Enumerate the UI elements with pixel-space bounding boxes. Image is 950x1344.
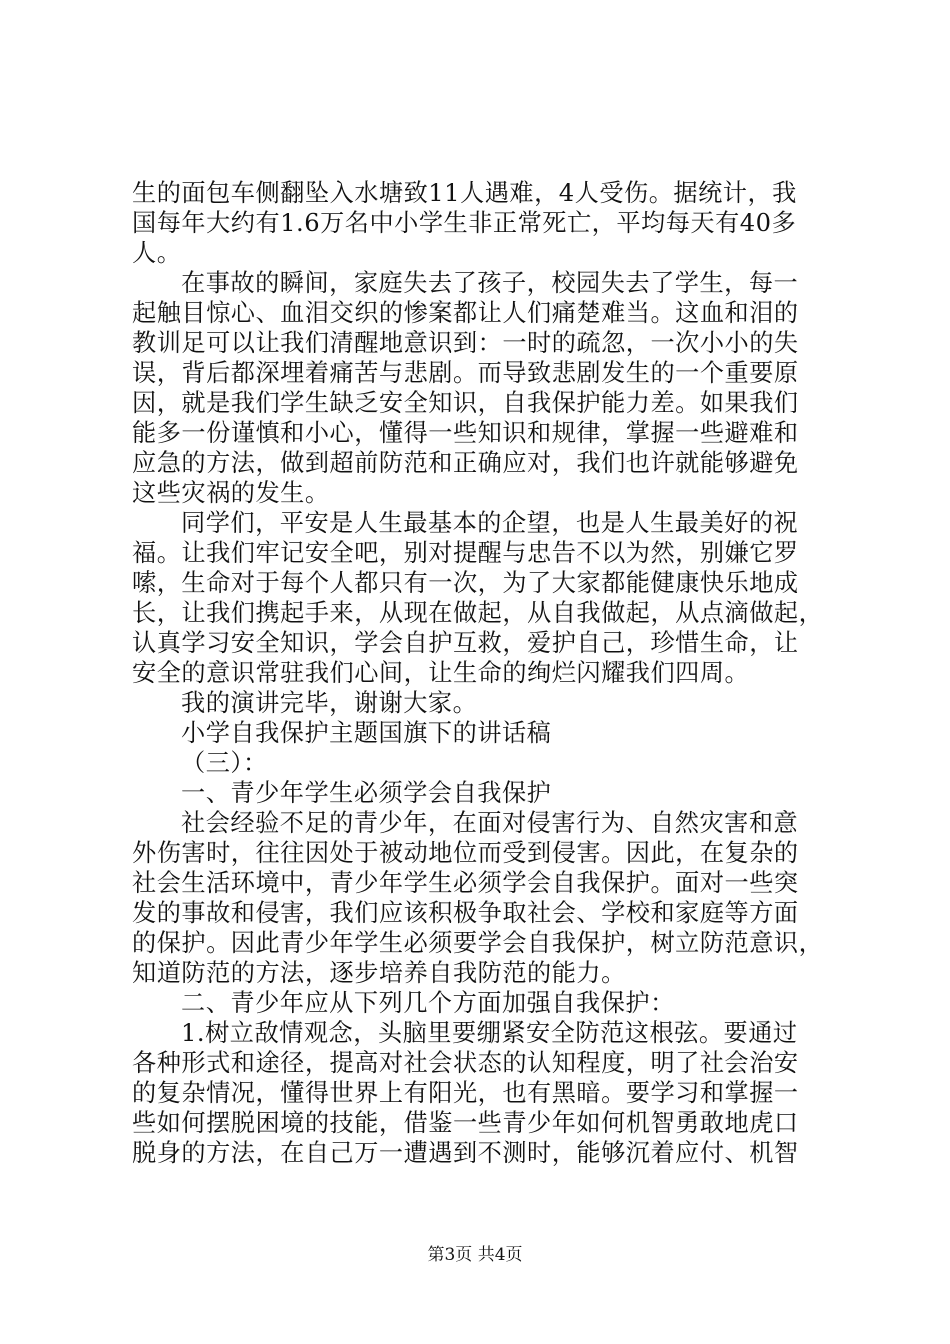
text-line: 嗦，生命对于每个人都只有一次，为了大家都能健康快乐地成: [132, 569, 799, 597]
text-line: 发的事故和侵害，我们应该积极争取社会、学校和家庭等方面: [132, 899, 799, 927]
text-line: 能多一份谨慎和小心，懂得一些知识和规律，掌握一些避难和: [132, 419, 799, 447]
text-line: 误，背后都深埋着痛苦与悲剧。而导致悲剧发生的一个重要原: [132, 359, 799, 387]
text-line: 长，让我们携起手来，从现在做起，从自我做起，从点滴做起，: [132, 599, 824, 627]
text-line: 一、青少年学生必须学会自我保护: [181, 779, 552, 807]
text-line: 在事故的瞬间，家庭失去了孩子，校园失去了学生，每一: [181, 269, 799, 297]
text-line: 小学自我保护主题国旗下的讲话稿: [181, 719, 552, 747]
text-line: 社会生活环境中，青少年学生必须学会自我保护。面对一些突: [132, 869, 799, 897]
text-line: 1.树立敌情观念，头脑里要绷紧安全防范这根弦。要通过: [181, 1019, 798, 1047]
text-line: 同学们，平安是人生最基本的企望，也是人生最美好的祝: [181, 509, 799, 537]
text-line: 生的面包车侧翻坠入水塘致11人遇难，4人受伤。据统计，我: [132, 179, 797, 207]
text-line: 起触目惊心、血泪交织的惨案都让人们痛楚难当。这血和泪的: [132, 299, 799, 327]
text-line: 的保护。因此青少年学生必须要学会自我保护，树立防范意识，: [132, 929, 824, 957]
text-line: 认真学习安全知识，学会自护互救，爱护自己，珍惜生命，让: [132, 629, 799, 657]
text-line: （三）：: [181, 749, 268, 777]
text-line: 各种形式和途径，提高对社会状态的认知程度，明了社会治安: [132, 1049, 799, 1077]
text-line: 知道防范的方法，逐步培养自我防范的能力。: [132, 959, 626, 987]
text-line: 社会经验不足的青少年，在面对侵害行为、自然灾害和意: [181, 809, 799, 837]
text-line: 脱身的方法，在自己万一遭遇到不测时，能够沉着应付、机智: [132, 1139, 799, 1167]
document-body: [132, 178, 832, 1168]
text-line: 的复杂情况，懂得世界上有阳光，也有黑暗。要学习和掌握一: [132, 1079, 799, 1107]
page-number-footer: 第3页 共4页: [427, 1245, 523, 1265]
text-line: 我的演讲完毕，谢谢大家。: [181, 689, 478, 717]
text-line: 外伤害时，往往因处于被动地位而受到侵害。因此，在复杂的: [132, 839, 799, 867]
text-line: 福。让我们牢记安全吧，别对提醒与忠告不以为然，别嫌它罗: [132, 539, 799, 567]
text-line: 些如何摆脱困境的技能，借鉴一些青少年如何机智勇敢地虎口: [132, 1109, 799, 1137]
text-line: 二、青少年应从下列几个方面加强自我保护：: [181, 989, 675, 1017]
text-line: 这些灾祸的发生。: [132, 479, 330, 507]
text-line: 国每年大约有1.6万名中小学生非正常死亡，平均每天有40多: [132, 209, 797, 237]
text-line: 教训足可以让我们清醒地意识到：一时的疏忽，一次小小的失: [132, 329, 799, 357]
text-line: 安全的意识常驻我们心间，让生命的绚烂闪耀我们四周。: [132, 659, 750, 687]
text-line: 人。: [132, 239, 182, 267]
text-line: 应急的方法，做到超前防范和正确应对，我们也许就能够避免: [132, 449, 799, 477]
text-line: 因，就是我们学生缺乏安全知识，自我保护能力差。如果我们: [132, 389, 799, 417]
